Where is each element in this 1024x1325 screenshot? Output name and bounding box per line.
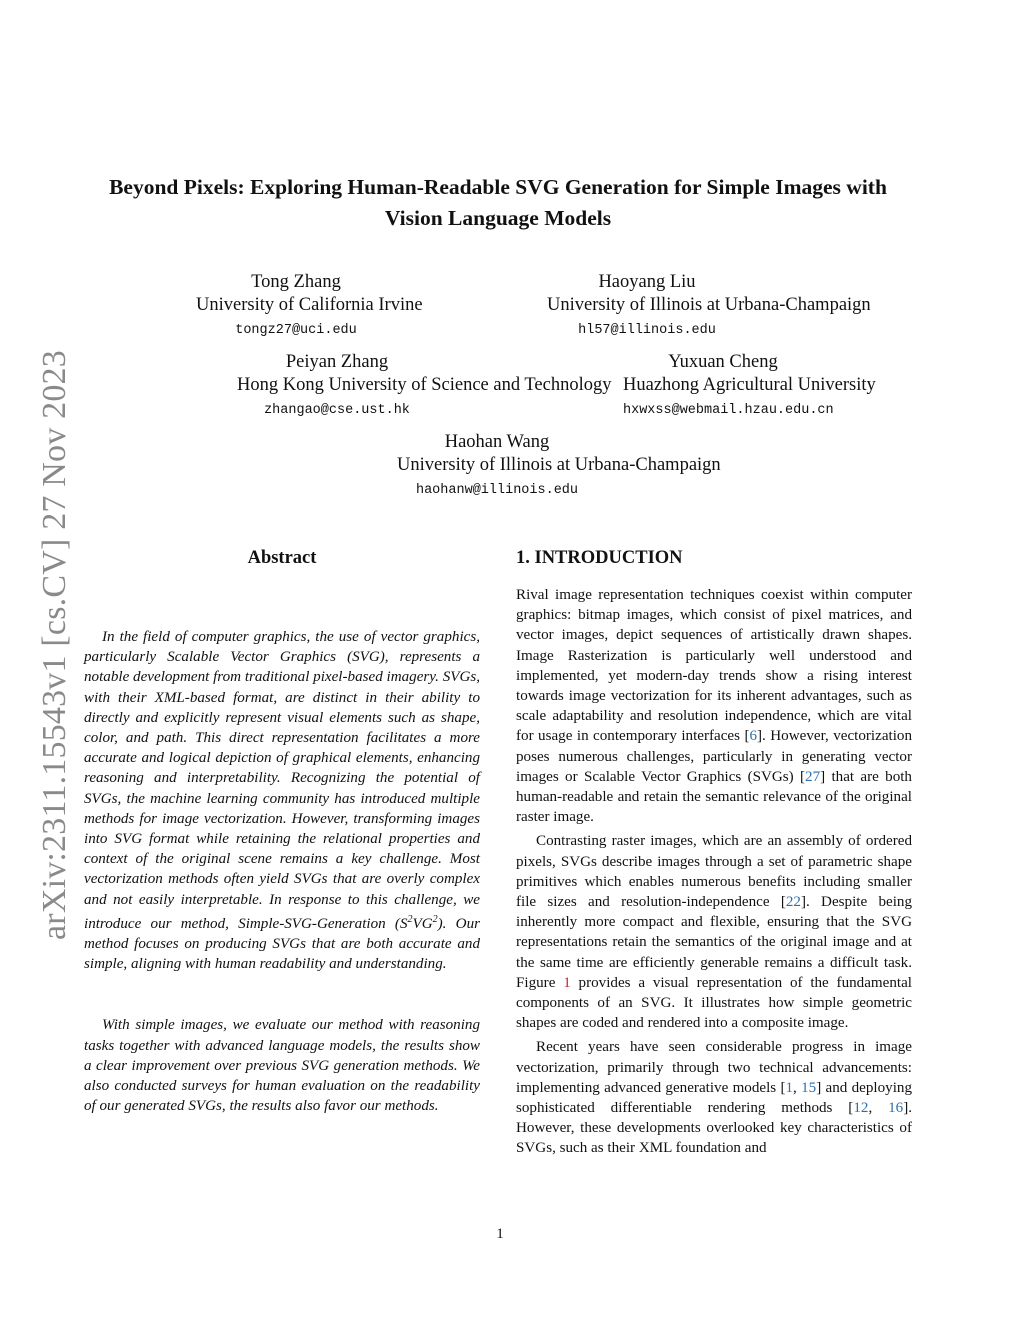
arxiv-identifier: arXiv:2311.15543v1 [cs.CV] 27 Nov 2023	[36, 350, 73, 940]
author-block	[237, 351, 612, 422]
author-block	[196, 271, 423, 342]
abstract-heading: Abstract	[247, 548, 317, 568]
author-name: Peiyan Zhang	[285, 352, 389, 372]
author-name: Tong Zhang	[251, 272, 341, 292]
citation-link[interactable]: 15	[801, 1079, 817, 1096]
author-name: Haoyang Liu	[598, 272, 696, 292]
author-block	[397, 431, 721, 502]
citation-link[interactable]: 27	[805, 768, 821, 785]
introduction-heading: 1. INTRODUCTION	[516, 548, 683, 568]
abstract-paragraph: With simple images, we evaluate our method with reasoning tasks together with advanced language models, the results show a clear improvement over previous SVG generation methods. We also conducted surveys for human evaluation on the readability of our generated SVGs, the results also favor our methods.	[84, 1017, 480, 1115]
page-number: 1	[496, 1226, 504, 1242]
introduction-column	[516, 545, 912, 1159]
author-affiliation: University of Illinois at Urbana-Champaign	[547, 295, 871, 315]
author-name: Yuxuan Cheng	[668, 352, 778, 372]
paper-title: Beyond Pixels: Exploring Human-Readable SVG Generation for Simple Images with Vision Language Models	[109, 175, 887, 230]
author-email: tongz27@uci.edu	[235, 323, 357, 338]
author-email: zhangao@cse.ust.hk	[264, 403, 410, 418]
author-affiliation: Hong Kong University of Science and Technology	[237, 375, 612, 395]
author-block	[547, 271, 871, 342]
author-affiliation: Huazhong Agricultural University	[623, 375, 876, 395]
author-block	[623, 351, 876, 422]
author-email: hxwxss@webmail.hzau.edu.cn	[623, 403, 834, 418]
citation-link[interactable]: 22	[785, 894, 801, 911]
author-email: haohanw@illinois.edu	[415, 483, 579, 498]
figure-reference-link[interactable]: 1	[563, 974, 571, 991]
abstract-paragraph: In the field of computer graphics, the use of vector graphics, particularly Scalable Vector Graphics (SVG), represents a notable development from traditional pixel-based imagery. SVGs, with their XML-based format, are distinct in their ability to directly and explicitly represent visual elements such as shape, color, and path. This direct representation facilitates a more accurate and logical depiction of graphical elements, enhancing reasoning and interpretability. Recognizing the potential of SVGs, the machine learning community has introduced multiple methods for image vectorization. However, transforming images into SVG format while retaining the relational properties and context of the original scene remains a key challenge. Most vectorization methods often yield SVGs that are overly complex and not easily interpretable. In response to this challenge, we introduce our method, Simple-SVG-Generation $(S^2VG^2)$. Our method focuses on producing SVGs that are both accurate and simple, aligning with human readability and understanding.	[84, 629, 481, 973]
abstract-column	[84, 545, 480, 1117]
author-affiliation: University of Illinois at Urbana-Champaign	[397, 455, 721, 475]
intro-paragraph: Rival image representation techniques coexist within computer graphics: bitmap images, which consist of pixel matrices, and vector images, depict sequences of artistically drawn shapes. Image Rasterization is particularly well understood and implemented, yet modern-day trends show a rising interest towards image vectorization for its inherent advantages, such as scale adaptability and resolution independence, which are vital for usage in contemporary interfaces [6]. However, vectorization poses numerous challenges, particularly in generating vector images or Scalable Vector Graphics (SVGs) [27] that are both human-readable and retain the semantic relevance of the original raster image.	[516, 587, 913, 826]
citation-link[interactable]: 16	[888, 1100, 904, 1117]
citation-link[interactable]: 6	[749, 728, 758, 745]
author-email: hl57@illinois.edu	[578, 323, 716, 338]
citation-link[interactable]: 1	[785, 1079, 794, 1096]
intro-paragraph: Recent years have seen considerable progress in image vectorization, primarily through two technical advancements: implementing advanced generative models [1, 15] and deploying sophisticated differentiable rendering methods [12, 16]. However, these developments overlooked key characteristics of SVGs, such as their XML foundation and	[516, 1039, 913, 1157]
intro-paragraph: Contrasting raster images, which are an assembly of ordered pixels, SVGs describe images through a set of parametric shape primitives which enables numerous benefits including smaller file sizes and resolution-independence [22]. Despite being inherently more compact and flexible, ensuring that the SVG representations retain the semantics of the original image and at the same time are efficiently generable remains a difficult task. Figure 1 provides a visual representation of the fundamental components of an SVG. It illustrates how simple geometric shapes are coded and rendered into a composite image.	[516, 833, 912, 1032]
citation-link[interactable]: 12	[853, 1100, 869, 1117]
author-name: Haohan Wang	[444, 432, 550, 452]
author-affiliation: University of California Irvine	[196, 295, 423, 315]
